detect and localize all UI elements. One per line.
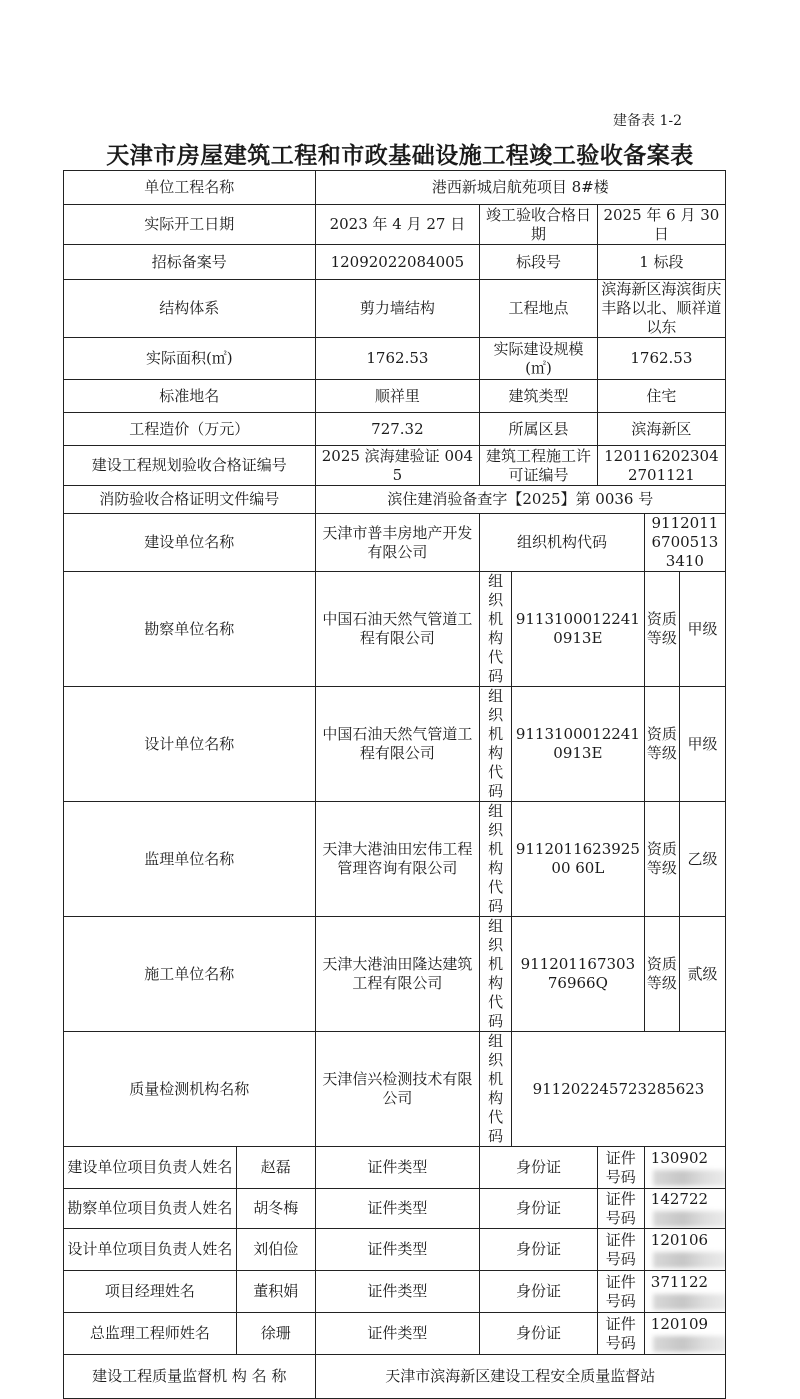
builder-name: 天津市普丰房地产开发有限公司 (315, 514, 480, 572)
row-dates (64, 205, 726, 245)
person-name: 胡冬梅 (236, 1189, 315, 1229)
person-row (64, 1229, 726, 1271)
id-card-label: 身份证 (480, 1189, 598, 1229)
unit-project-label: 单位工程名称 (64, 171, 316, 205)
cost-value: 727.32 (315, 413, 480, 446)
bid-label: 招标备案号 (64, 245, 316, 280)
company-org-code: 91131000122410913E (511, 687, 644, 802)
unit-project-value: 港西新城启航苑项目 8#楼 (315, 171, 725, 205)
testing-label: 质量检测机构名称 (64, 1032, 316, 1147)
person-row (64, 1147, 726, 1189)
location-value: 滨海新区海滨街庆丰路以北、顺祥道以东 (597, 280, 725, 338)
cert-no-label: 证件号码 (597, 1271, 644, 1313)
scale-label: 实际建设规模(㎡) (480, 338, 598, 380)
id-number-prefix: 371122 (650, 1272, 709, 1291)
person-row (64, 1189, 726, 1229)
person-role: 勘察单位项目负责人姓名 (64, 1189, 237, 1229)
company-org-code: 911201162392500 60L (511, 802, 644, 917)
person-row (64, 1313, 726, 1355)
accept-date-value: 2025 年 6 月 30 日 (597, 205, 725, 245)
area-value: 1762.53 (315, 338, 480, 380)
testing-org-label: 组织机构代码 (480, 1032, 512, 1147)
cert-type-label: 证件类型 (315, 1147, 480, 1189)
org-code-label: 组织机构代码 (480, 917, 512, 1032)
start-date-value: 2023 年 4 月 27 日 (315, 205, 480, 245)
fire-cert-label: 消防验收合格证明文件编号 (64, 486, 316, 514)
company-label: 设计单位名称 (64, 687, 316, 802)
id-number-prefix: 120109 (650, 1314, 709, 1333)
company-grade: 贰级 (680, 917, 726, 1032)
org-code-label: 组织机构代码 (480, 687, 512, 802)
row-area (64, 338, 726, 380)
row-testing (64, 1032, 726, 1147)
accept-date-label: 竣工验收合格日期 (480, 205, 598, 245)
company-label: 施工单位名称 (64, 917, 316, 1032)
id-number (644, 1271, 725, 1313)
redacted-blur (653, 1336, 726, 1352)
company-grade: 甲级 (680, 572, 726, 687)
building-type-value: 住宅 (597, 380, 725, 413)
start-date-label: 实际开工日期 (64, 205, 316, 245)
cert-type-label: 证件类型 (315, 1229, 480, 1271)
id-number (644, 1147, 725, 1189)
person-name: 赵磊 (236, 1147, 315, 1189)
section-value: 1 标段 (597, 245, 725, 280)
construction-permit-label: 建筑工程施工许可证编号 (480, 446, 598, 486)
structure-label: 结构体系 (64, 280, 316, 338)
person-name: 徐珊 (236, 1313, 315, 1355)
company-grade: 乙级 (680, 802, 726, 917)
fire-cert-value: 滨住建消验备查字【2025】第 0036 号 (315, 486, 725, 514)
builder-org-code: 911201167005133410 (644, 514, 725, 572)
cert-no-label: 证件号码 (597, 1147, 644, 1189)
redacted-blur (653, 1211, 726, 1227)
company-row (64, 572, 726, 687)
company-label: 勘察单位名称 (64, 572, 316, 687)
cert-no-label: 证件号码 (597, 1313, 644, 1355)
location-label: 工程地点 (480, 280, 598, 338)
cert-type-label: 证件类型 (315, 1189, 480, 1229)
company-name: 中国石油天然气管道工程有限公司 (315, 572, 480, 687)
qual-label: 资质等级 (644, 802, 679, 917)
district-label: 所属区县 (480, 413, 598, 446)
district-value: 滨海新区 (597, 413, 725, 446)
cert-type-label: 证件类型 (315, 1313, 480, 1355)
company-org-code: 91131000122410913E (511, 572, 644, 687)
cert-no-label: 证件号码 (597, 1189, 644, 1229)
id-card-label: 身份证 (480, 1271, 598, 1313)
company-label: 监理单位名称 (64, 802, 316, 917)
redacted-blur (653, 1294, 726, 1310)
id-card-label: 身份证 (480, 1229, 598, 1271)
building-type-label: 建筑类型 (480, 380, 598, 413)
person-role: 项目经理姓名 (64, 1271, 237, 1313)
company-org-code: 911201167303 76966Q (511, 917, 644, 1032)
company-row (64, 917, 726, 1032)
id-number-prefix: 130902 (650, 1148, 709, 1167)
planning-cert-label: 建设工程规划验收合格证编号 (64, 446, 316, 486)
builder-org-label: 组织机构代码 (480, 514, 645, 572)
company-grade: 甲级 (680, 687, 726, 802)
id-number (644, 1313, 725, 1355)
id-card-label: 身份证 (480, 1313, 598, 1355)
supervision-label: 建设工程质量监督机 构 名 称 (64, 1355, 316, 1399)
person-name: 董积娟 (236, 1271, 315, 1313)
id-number-prefix: 142722 (650, 1189, 709, 1208)
row-supervision (64, 1355, 726, 1399)
company-name: 天津大港油田隆达建筑工程有限公司 (315, 917, 480, 1032)
testing-name: 天津信兴检测技术有限公司 (315, 1032, 480, 1147)
person-role: 设计单位项目负责人姓名 (64, 1229, 237, 1271)
section-label: 标段号 (480, 245, 598, 280)
cost-label: 工程造价（万元） (64, 413, 316, 446)
area-label: 实际面积(㎡) (64, 338, 316, 380)
org-code-label: 组织机构代码 (480, 802, 512, 917)
row-planning (64, 446, 726, 486)
builder-label: 建设单位名称 (64, 514, 316, 572)
company-row (64, 802, 726, 917)
page-title: 天津市房屋建筑工程和市政基础设施工程竣工验收备案表 (106, 143, 694, 169)
row-fire (64, 486, 726, 514)
place-name-label: 标准地名 (64, 380, 316, 413)
scale-value: 1762.53 (597, 338, 725, 380)
testing-org-code: 911202245723285623 (511, 1032, 725, 1147)
row-structure (64, 280, 726, 338)
structure-value: 剪力墙结构 (315, 280, 480, 338)
planning-cert-value: 2025 滨海建验证 0045 (315, 446, 480, 486)
supervision-value: 天津市滨海新区建设工程安全质量监督站 (315, 1355, 725, 1399)
person-role: 总监理工程师姓名 (64, 1313, 237, 1355)
form-code: 建备表 1-2 (613, 113, 682, 129)
company-name: 天津大港油田宏伟工程管理咨询有限公司 (315, 802, 480, 917)
person-name: 刘伯俭 (236, 1229, 315, 1271)
row-unit-project (64, 171, 726, 205)
redacted-blur (653, 1252, 726, 1268)
cert-type-label: 证件类型 (315, 1271, 480, 1313)
person-role: 建设单位项目负责人姓名 (64, 1147, 237, 1189)
bid-value: 12092022084005 (315, 245, 480, 280)
company-name: 中国石油天然气管道工程有限公司 (315, 687, 480, 802)
row-place (64, 380, 726, 413)
row-cost (64, 413, 726, 446)
id-number (644, 1189, 725, 1229)
cert-no-label: 证件号码 (597, 1229, 644, 1271)
org-code-label: 组织机构代码 (480, 572, 512, 687)
row-bid (64, 245, 726, 280)
id-card-label: 身份证 (480, 1147, 598, 1189)
id-number-prefix: 120106 (650, 1230, 709, 1249)
company-row (64, 687, 726, 802)
qual-label: 资质等级 (644, 572, 679, 687)
qual-label: 资质等级 (644, 687, 679, 802)
row-builder (64, 514, 726, 572)
filing-form-table (63, 170, 726, 1399)
person-row (64, 1271, 726, 1313)
qual-label: 资质等级 (644, 917, 679, 1032)
place-name-value: 顺祥里 (315, 380, 480, 413)
id-number (644, 1229, 725, 1271)
construction-permit-value: 1201162023042701121 (597, 446, 725, 486)
redacted-blur (653, 1170, 726, 1186)
